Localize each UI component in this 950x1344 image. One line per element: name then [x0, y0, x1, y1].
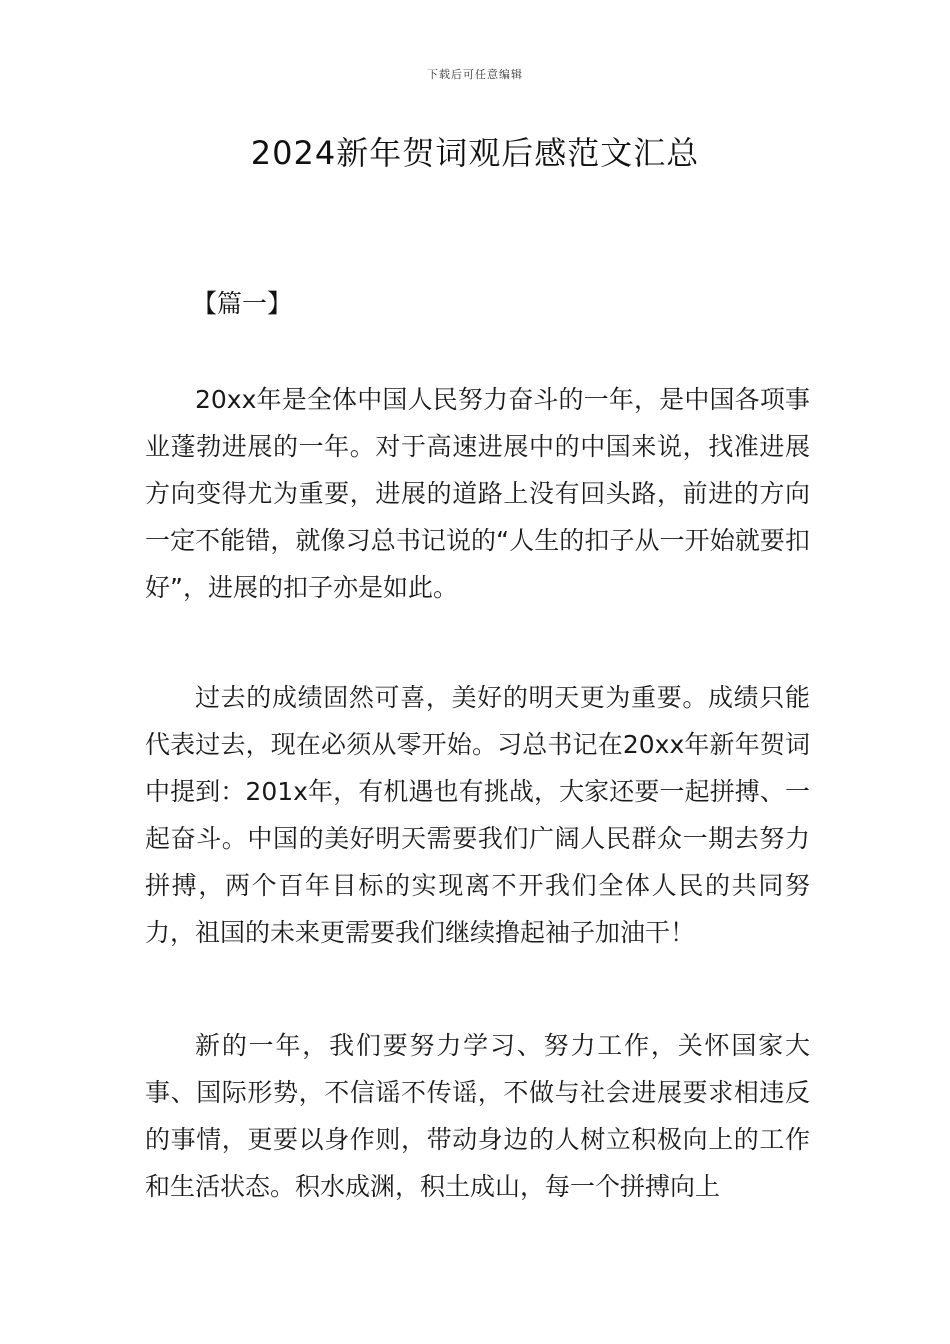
section-heading: 【篇一】: [192, 289, 293, 318]
document-title: 2024新年贺词观后感范文汇总: [250, 134, 700, 172]
body-paragraph-1: 20xx年是全体中国人民努力奋斗的一年，是中国各项事业蓬勃进展的一年。对于高速进展中的中国来说，找准进展方向变得尤为重要，进展的道路上没有回头路，前进的方向一定不能错，就像习总书记说的“人生的扣子从一开始就要扣好”，进展的扣子亦是如此。: [145, 385, 810, 602]
header-note: 下载后可任意编辑: [427, 68, 523, 81]
body-paragraph-3: 新的一年，我们要努力学习、努力工作，关怀国家大事、国际形势，不信谣不传谣，不做与社会进展要求相违反的事情，更要以身作则，带动身边的人树立积极向上的工作和生活状态。积水成渊，积土成山，每一个拼搏向上: [145, 1031, 810, 1201]
body-paragraph-2: 过去的成绩固然可喜，美好的明天更为重要。成绩只能代表过去，现在必须从零开始。习总书记在20xx年新年贺词中提到：201x年，有机遇也有挑战，大家还要一起拼搏、一起奋斗。中国的美好明天需要我们广阔人民群众一期去努力拼搏，两个百年目标的实现离不开我们全体人民的共同努力，祖国的未来更需要我们继续撸起袖子加油干！: [145, 683, 810, 947]
